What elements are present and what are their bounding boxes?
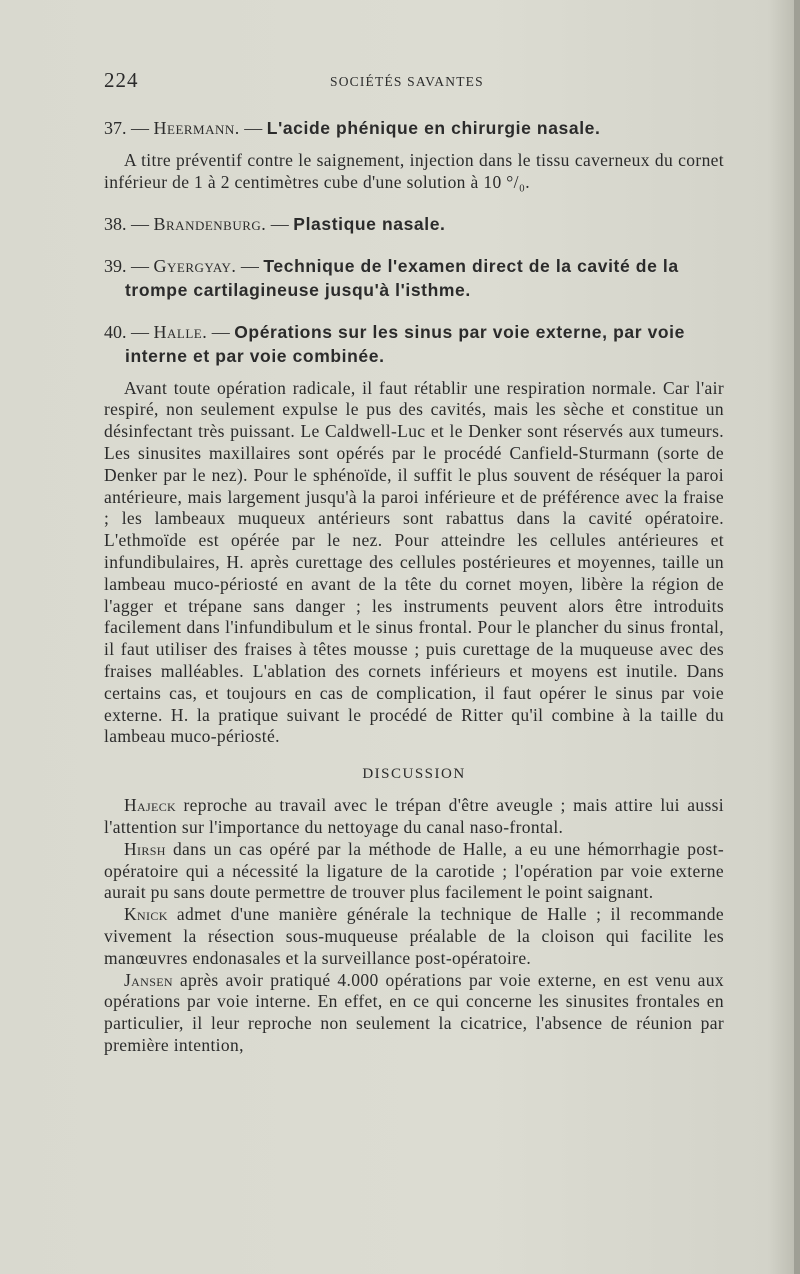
paragraph-text: après avoir pratiqué 4.000 opérations par voie externe, en est venu aux opérations par voie interne. En effet, en ce qui concerne les sinusites frontales en particulier, il leur reproche non seulement la cicatrice, l'absence de réunion par première intention, bbox=[104, 969, 724, 1055]
dash: — bbox=[131, 321, 149, 342]
abstract-title bbox=[104, 212, 724, 236]
article-title: Plastique nasale. bbox=[293, 213, 446, 234]
discussion-paragraph bbox=[104, 839, 724, 904]
dash: — bbox=[131, 118, 149, 138]
dash: — bbox=[211, 321, 230, 342]
abstract-number: 37. bbox=[104, 118, 127, 138]
paragraph-text: dans un cas opéré par la méthode de Halle, a eu une hémorrhagie post-opératoire qui a nécessité la ligature de la carotide ; l'opération par voie externe aurait pu sans doute permettre de trouver plus facilement le point saignant. bbox=[104, 838, 724, 903]
author-name: Brandenburg. bbox=[153, 213, 267, 234]
page-header bbox=[104, 68, 724, 98]
author-name: Gyergyay. bbox=[153, 255, 237, 276]
article-title: L'acide phénique en chirurgie nasale. bbox=[266, 118, 601, 138]
paragraph-text: reproche au travail avec le trépan d'être aveugle ; mais attire lui aussi l'attention sur l'importance du nettoyage du canal naso-frontal. bbox=[104, 795, 724, 837]
text-block bbox=[104, 116, 724, 1057]
article-title: Opérations sur les sinus par voie externe, par voie interne et par voie combinée. bbox=[125, 321, 685, 366]
abstract-38 bbox=[104, 212, 724, 236]
abstract-title bbox=[104, 116, 724, 140]
abstract-37 bbox=[104, 116, 724, 194]
abstract-number: 40. bbox=[104, 321, 127, 342]
paragraph-text: admet d'une manière générale la technique de Halle ; il recommande vivement la résection sous-muqueuse préalable de la cloison qui facilite les manœuvres endonasales et la surveillance post-opératoire. bbox=[104, 904, 724, 968]
speaker-name: Knick bbox=[124, 904, 168, 925]
abstract-body: Avant toute opération radicale, il faut rétablir une respiration normale. Car l'air respiré, non seulement expulse le pus des cavités, mais les sèche et constitue un désinfectant très puissant. Le Caldwell-Luc et le Denker sont réservés aux tumeurs. Les sinusites maxillaires sont opérés par le procédé Canfield-Sturmann (sorte de Denker par le nez). Pour le sphénoïde, il suffit le plus souvent de réséquer la paroi antérieure, mais largement jusqu'à la paroi inférieure et de préférence avec la fraise ; les lambeaux muqueux antérieurs sont rabattus dans la cavité opératoire. L'ethmoïde est opérée par le nez. Pour atteindre les cellules antérieures et infundibulaires, H. après curettage des cellules postérieures et moyennes, taille un lambeau muco-périosté en avant de la tête du cornet moyen, libère la région de l'agger et trépane sans danger ; les instruments peuvent alors être introduits facilement dans l'infundibulum et le sinus frontal. Pour le plancher du sinus frontal, il faut utiliser des fraises à têtes mousse ; puis curettage de la muqueuse avec des fraises malléables. L'ablation des cornets inférieurs et moyens est inutile. Dans certains cas, et toujours en cas de complication, il faut opérer le sinus par voie externe. H. la pratique suivant le procédé de Ritter qu'il combine à la taille du lambeau muco-périosté. bbox=[104, 377, 724, 747]
author-name: Heermann. bbox=[153, 118, 240, 138]
abstract-title bbox=[104, 320, 724, 368]
abstract-39 bbox=[104, 254, 724, 302]
speaker-name: Jansen bbox=[124, 969, 173, 990]
discussion-paragraph bbox=[104, 904, 724, 969]
article-title: Technique de l'examen direct de la cavité de la trompe cartilagineuse jusqu'à l'isthme. bbox=[125, 255, 679, 300]
abstract-body: A titre préventif contre le saignement, injection dans le tissu caverneux du cornet inférieur de 1 à 2 centimètres cube d'une solution à 10 °/₀. bbox=[104, 150, 724, 192]
speaker-name: Hajeck bbox=[124, 795, 177, 816]
abstract-40 bbox=[104, 320, 724, 749]
abstract-number: 38. bbox=[104, 213, 127, 234]
dash: — bbox=[131, 213, 149, 234]
page-edge bbox=[794, 0, 800, 1274]
running-title: SOCIÉTÉS SAVANTES bbox=[330, 74, 484, 89]
discussion-paragraph bbox=[104, 970, 724, 1057]
dash: — bbox=[270, 213, 289, 234]
dash: — bbox=[131, 255, 149, 276]
dash: — bbox=[244, 118, 263, 138]
speaker-name: Hirsh bbox=[124, 838, 166, 859]
discussion-paragraph bbox=[104, 795, 724, 839]
page-number: 224 bbox=[104, 68, 139, 92]
abstract-number: 39. bbox=[104, 255, 127, 276]
author-name: Halle. bbox=[153, 321, 208, 342]
dash: — bbox=[240, 255, 259, 276]
discussion-heading: DISCUSSION bbox=[362, 766, 466, 783]
abstract-title bbox=[104, 254, 724, 302]
